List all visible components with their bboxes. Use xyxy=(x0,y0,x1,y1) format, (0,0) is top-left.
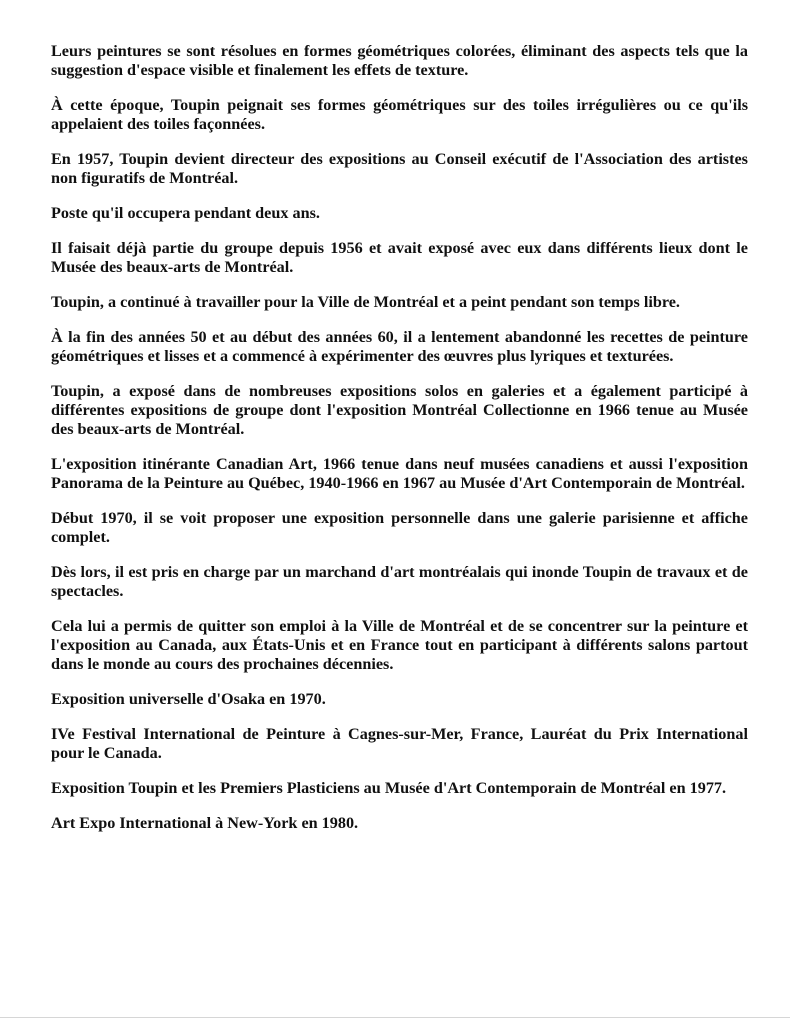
page-edge-divider xyxy=(0,1017,790,1018)
paragraph: Exposition Toupin et les Premiers Plasticiens au Musée d'Art Contemporain de Montréal en 1977. xyxy=(51,779,727,797)
paragraph: Début 1970, il se voit proposer une exposition personnelle dans une galerie parisienne et affiche complet. xyxy=(51,509,748,546)
paragraph: À cette époque, Toupin peignait ses formes géométriques sur des toiles irrégulières ou ce qu'ils appelaient des toiles façonnées. xyxy=(51,96,748,133)
paragraph: L'exposition itinérante Canadian Art, 1966 tenue dans neuf musées canadiens et aussi l'exposition Panorama de la Peinture au Québec, 1940-1966 en 1967 au Musée d'Art Contemporain de Montréal. xyxy=(51,455,748,492)
paragraph: Exposition universelle d'Osaka en 1970. xyxy=(51,690,326,708)
paragraph: Art Expo International à New-York en 1980. xyxy=(51,814,359,832)
paragraph: Leurs peintures se sont résolues en formes géométriques colorées, éliminant des aspects tels que la suggestion d'espace visible et finalement les effets de texture. xyxy=(51,42,748,79)
paragraph: À la fin des années 50 et au début des années 60, il a lentement abandonné les recettes de peinture géométriques et lisses et a commencé à expérimenter des œuvres plus lyriques et texturées. xyxy=(51,328,748,365)
body-text xyxy=(51,42,748,849)
paragraph: En 1957, Toupin devient directeur des expositions au Conseil exécutif de l'Association des artistes non figuratifs de Montréal. xyxy=(51,150,748,187)
paragraph: Toupin, a exposé dans de nombreuses expositions solos en galeries et a également participé à différentes expositions de groupe dont l'exposition Montréal Collectionne en 1966 tenue au Musée des beaux-arts de Montréal. xyxy=(51,382,748,438)
paragraph: Toupin, a continué à travailler pour la Ville de Montréal et a peint pendant son temps libre. xyxy=(51,293,680,311)
paragraph: Cela lui a permis de quitter son emploi à la Ville de Montréal et de se concentrer sur la peinture et l'exposition au Canada, aux États-Unis et en France tout en participant à différents salons partout dans le monde au cours des prochaines décennies. xyxy=(51,617,748,673)
paragraph: Poste qu'il occupera pendant deux ans. xyxy=(51,204,320,222)
paragraph: IVe Festival International de Peinture à Cagnes-sur-Mer, France, Lauréat du Prix International pour le Canada. xyxy=(51,725,748,762)
paragraph: Il faisait déjà partie du groupe depuis 1956 et avait exposé avec eux dans différents lieux dont le Musée des beaux-arts de Montréal. xyxy=(51,239,748,276)
paragraph: Dès lors, il est pris en charge par un marchand d'art montréalais qui inonde Toupin de travaux et de spectacles. xyxy=(51,563,748,600)
